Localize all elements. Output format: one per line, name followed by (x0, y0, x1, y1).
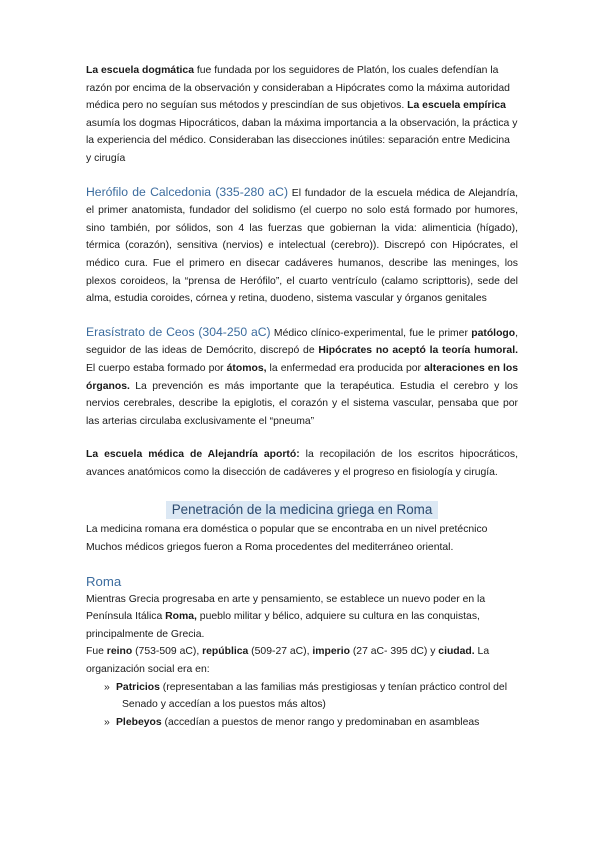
list-item: » Plebeyos (accedían a puestos de menor rango y predominaban en asambleas (86, 714, 518, 732)
alejandria-paragraph: La escuela médica de Alejandría aportó: la recopilación de los escritos hipocráticos, avances anatómicos como la disección de cadáveres y el progreso en fisiología y cirugía. (86, 449, 518, 478)
empirica-term: La escuela empírica (407, 100, 506, 112)
roma-heading: Roma (86, 573, 122, 589)
list-item: » Patricios (representaban a las familias más prestigiosas y tenían práctico control del Senado y accedían a los puestos más altos) (86, 679, 518, 714)
herofilo-paragraph: Herófilo de Calcedonia (335-280 aC) El fundador de la escuela médica de Alejandría, el primer anatomista, fundador del solidismo (el cuerpo no solo está formado por humores, sino también, por sólidos, son 4 las fuerzas que gobiernan la vida: alimenticia (hígado), térmica (corazón), sensitiva (nervios) e intelectual (cerebro)). Discrepó con Hipócrates, el médico cura. Fue el primero en disecar cadáveres humanos, describe las meninges, los plexos coroideos, la “prensa de Herófilo”, el cuarto ventrículo (calamo scripttoris), sede del alma, estudia coroides, córnea y retina, duodeno, sistema vascular y órganos genitales (86, 184, 519, 305)
roma-periods: Fue reino (753-509 aC), república (509-27 aC), imperio (27 aC- 395 dC) y ciudad. La organización social era en: (86, 646, 490, 676)
bullet-icon: » (104, 716, 110, 728)
erasistrato-paragraph: Erasístrato de Ceos (304-250 aC) Médico clínico-experimental, fue le primer patólogo, seguidor de las ideas de Demócrito, discrepó de Hipócrates no aceptó la teoría humoral. El cuerpo estaba formado por átomos, la enfermedad era producida por alteraciones en los órganos. La prevención es más importante que la terapéutica. Estudia el cerebro y los nervios cerebrales, describe la epiglotis, el corazón y el sistema vascular, pensaba que por las arterias circulaba exclusivamente el “pneuma” (86, 324, 519, 427)
dogmatica-paragraph: La escuela dogmática fue fundada por los seguidores de Platón, los cuales defendían la razón por encima de la observación y consideraban a Hipócrates como la máxima autoridad médica pero no seguían sus métodos y prescindían de sus objetivos. La escuela empírica asumía los dogmas Hipocráticos, daban la máxima importancia a la observación, la práctica y la experiencia del médico. Consideraban las disecciones inútiles: separación entre Medicina y cirugía (86, 65, 518, 164)
herofilo-heading: Herófilo de Calcedonia (335-280 aC) (86, 184, 289, 199)
penetracion-heading-wrap (86, 501, 518, 519)
erasistrato-heading: Erasístrato de Ceos (304-250 aC) (86, 324, 271, 339)
dogmatica-term: La escuela dogmática (86, 65, 194, 76)
alejandria-term: La escuela médica de Alejandría aportó: (86, 449, 300, 461)
penetracion-line-1: La medicina romana era doméstica o popular que se encontraba en un nivel pretécnico (86, 524, 488, 536)
penetracion-heading: Penetración de la medicina griega en Roma (166, 501, 439, 519)
bullet-icon: » (104, 681, 110, 693)
document-page (86, 62, 518, 731)
roma-intro: Mientras Grecia progresaba en arte y pensamiento, se establece un nuevo poder en la Península Itálica Roma, pueblo militar y bélico, adquiere su cultura en las conquistas, principalmente de Grecia. (86, 593, 486, 640)
social-organization-list (86, 679, 518, 732)
penetracion-line-2: Muchos médicos griegos fueron a Roma procedentes del mediterráneo oriental. (86, 542, 454, 554)
